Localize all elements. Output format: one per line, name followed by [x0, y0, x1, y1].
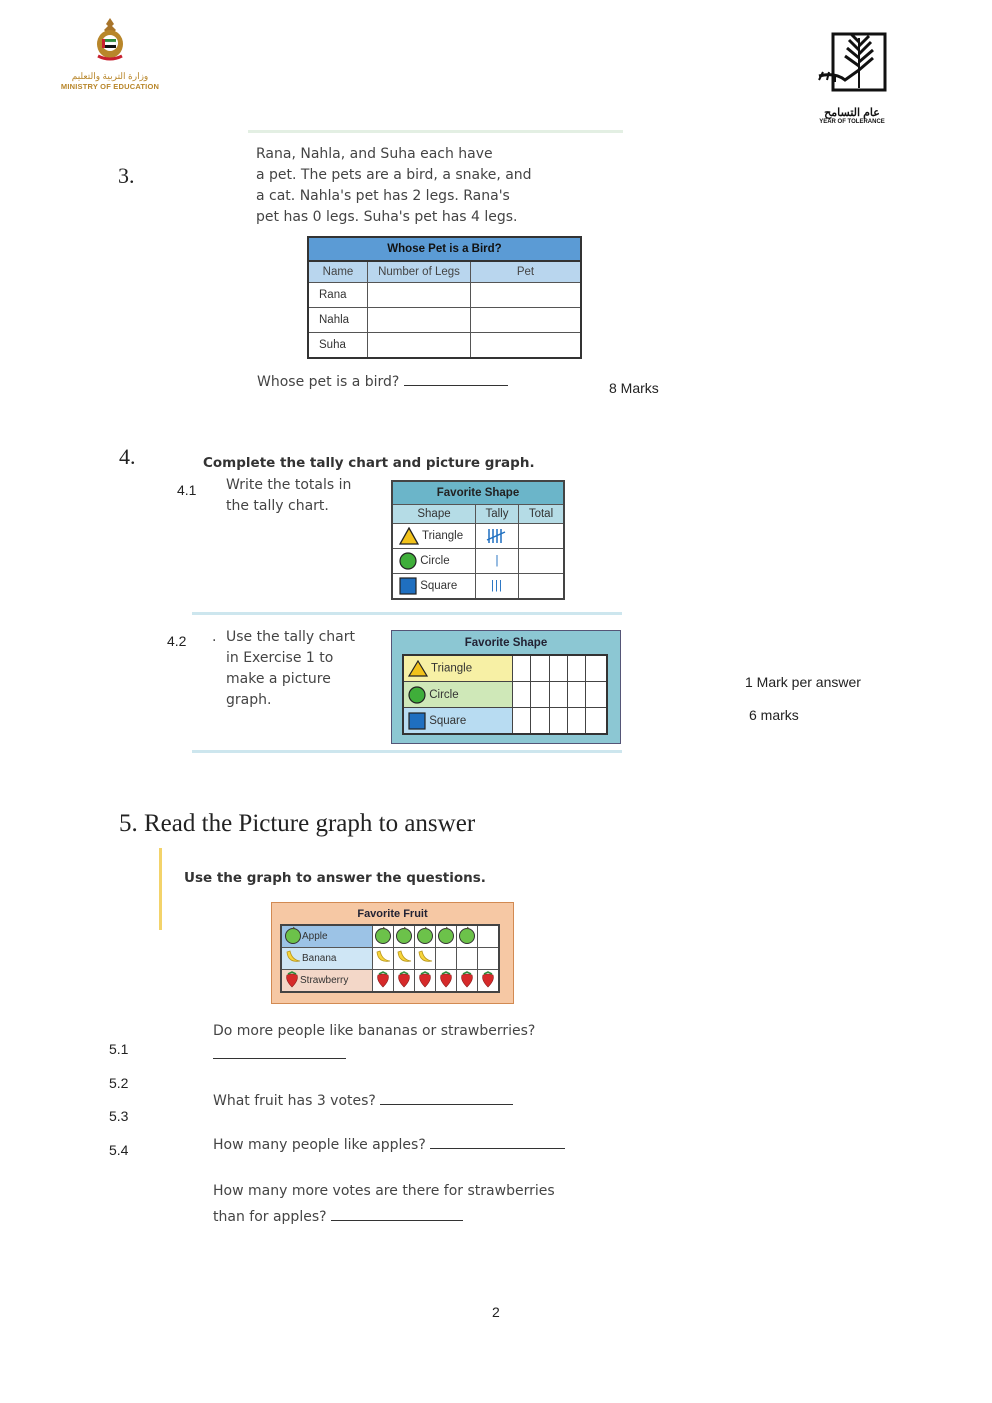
- q5-question-1: [213, 1021, 535, 1066]
- picture-graph: [402, 654, 608, 735]
- q3-question: [257, 372, 508, 393]
- fruit-label: [281, 970, 373, 993]
- square-icon: [399, 577, 417, 595]
- divider: [192, 750, 622, 753]
- graph-cell[interactable]: [549, 655, 567, 682]
- total-cell[interactable]: [519, 574, 565, 600]
- shape-name: Circle: [420, 555, 450, 568]
- strawberry-vote-icon: [373, 970, 394, 993]
- q3-line: Rana, Nahla, and Suha each have: [256, 146, 493, 162]
- answer-blank[interactable]: [430, 1148, 565, 1149]
- page-number: 2: [492, 1304, 500, 1320]
- graph-cell[interactable]: [586, 655, 607, 682]
- apple-vote-icon: [436, 925, 457, 948]
- graph-cell[interactable]: [513, 655, 531, 682]
- fruit-row: [281, 925, 499, 948]
- column-header-tally: Tally: [476, 505, 519, 524]
- column-header-total: Total: [519, 505, 565, 524]
- row-name: Nahla: [308, 308, 368, 333]
- fruit-row: [281, 970, 499, 993]
- column-header-legs: Number of Legs: [368, 261, 471, 283]
- banana-vote-icon: [415, 948, 436, 970]
- q4-1-label: 4.1: [177, 482, 197, 498]
- tally-chart: [391, 480, 565, 600]
- graph-cell[interactable]: [531, 708, 549, 735]
- pet-table-title: Whose Pet is a Bird?: [308, 237, 581, 261]
- graph-row-label: [403, 708, 513, 735]
- fruit-name: Banana: [302, 953, 337, 965]
- shape-cell: [392, 549, 476, 574]
- graph-row-label: [403, 655, 513, 682]
- question-text: How many more votes are there for strawberries: [213, 1183, 555, 1199]
- question-text: What fruit has 3 votes?: [213, 1093, 376, 1109]
- strawberry-vote-icon: [415, 970, 436, 993]
- answer-blank[interactable]: [404, 385, 508, 386]
- q4-2-line: make a picture: [226, 671, 331, 687]
- divider: [192, 612, 622, 615]
- strawberry-vote-icon: [436, 970, 457, 993]
- pet-cell[interactable]: [471, 333, 582, 359]
- strawberry-vote-icon: [478, 970, 500, 993]
- divider: [248, 130, 623, 133]
- strawberry-vote-icon: [457, 970, 478, 993]
- sub-label: 5.3: [109, 1108, 129, 1124]
- table-row: [392, 549, 564, 574]
- row-name: Rana: [308, 283, 368, 308]
- apple-vote-icon: [415, 925, 436, 948]
- table-row: [392, 574, 564, 600]
- answer-blank[interactable]: [213, 1042, 346, 1059]
- banana-vote-icon: [373, 948, 394, 970]
- empty-cell: [478, 948, 500, 970]
- q4-1-text: [226, 475, 351, 517]
- graph-cell[interactable]: [549, 682, 567, 708]
- graph-cell[interactable]: [549, 708, 567, 735]
- question-text: How many people like apples?: [213, 1137, 426, 1153]
- apple-vote-icon: [373, 925, 394, 948]
- graph-shape-name: Triangle: [431, 662, 473, 675]
- table-row: [392, 524, 564, 549]
- answer-blank[interactable]: [380, 1104, 513, 1105]
- graph-cell[interactable]: [531, 655, 549, 682]
- tally-chart-title: Favorite Shape: [392, 481, 564, 505]
- banana-vote-icon: [394, 948, 415, 970]
- q3-line: pet has 0 legs. Suha's pet has 4 legs.: [256, 209, 518, 225]
- graph-row: [403, 708, 607, 735]
- apple-vote-icon: [394, 925, 415, 948]
- uae-emblem-icon: [90, 14, 130, 64]
- table-row: [308, 333, 581, 359]
- total-cell[interactable]: [519, 524, 565, 549]
- row-name: Suha: [308, 333, 368, 359]
- q4-marks-per-answer: 1 Mark per answer: [745, 674, 861, 690]
- fruit-graph-box: [271, 902, 514, 1004]
- column-header-shape: Shape: [392, 505, 476, 524]
- question-5-heading: 5. Read the Picture graph to answer: [119, 810, 476, 837]
- sub-label: 5.2: [109, 1075, 129, 1091]
- banana-icon: [284, 948, 302, 969]
- apple-icon: [284, 926, 302, 947]
- graph-shape-name: Circle: [429, 688, 459, 701]
- picture-graph-title: Favorite Shape: [464, 637, 548, 649]
- tolerance-title-arabic: عام التسامح: [824, 107, 880, 119]
- legs-cell[interactable]: [368, 333, 471, 359]
- apple-vote-icon: [457, 925, 478, 948]
- q4-2-label: 4.2: [167, 633, 187, 649]
- shape-cell: [392, 574, 476, 600]
- q4-2-bullet: .: [212, 629, 217, 645]
- table-row: [308, 283, 581, 308]
- shape-name: Triangle: [422, 530, 464, 543]
- tally-cell: [476, 524, 519, 549]
- tally-cell: |: [476, 549, 519, 574]
- graph-row: [403, 655, 607, 682]
- empty-cell: [436, 948, 457, 970]
- triangle-icon: [399, 527, 419, 545]
- fruit-name: Strawberry: [300, 975, 349, 987]
- column-header-name: Name: [308, 261, 368, 283]
- q4-2-line: graph.: [226, 692, 272, 708]
- pet-cell[interactable]: [471, 283, 582, 308]
- shape-cell: [392, 524, 476, 549]
- sub-label: 5.4: [109, 1142, 129, 1158]
- square-icon: [408, 712, 426, 730]
- answer-blank[interactable]: [331, 1220, 463, 1221]
- fruit-name: Apple: [302, 931, 328, 943]
- graph-row-label: [403, 682, 513, 708]
- q5-question-2: [213, 1091, 513, 1112]
- fruit-row: [281, 948, 499, 970]
- question-4-number: 4.: [119, 444, 136, 469]
- tally-marks-five-icon: [486, 528, 508, 544]
- q5-instruction: Use the graph to answer the questions.: [184, 870, 486, 886]
- graph-cell[interactable]: [567, 655, 585, 682]
- q3-line: a pet. The pets are a bird, a snake, and: [256, 167, 532, 183]
- graph-cell[interactable]: [513, 708, 531, 735]
- shape-name: Square: [420, 580, 458, 593]
- q3-line: a cat. Nahla's pet has 2 legs. Rana's: [256, 188, 510, 204]
- ministry-logo: [60, 14, 160, 91]
- q4-2-text: [226, 627, 355, 711]
- fruit-picture-graph: [280, 924, 500, 993]
- tally-cell: |||: [476, 574, 519, 600]
- ministry-name-english: MINISTRY OF EDUCATION: [60, 82, 160, 91]
- pet-cell[interactable]: [471, 308, 582, 333]
- graph-cell[interactable]: [567, 708, 585, 735]
- q4-1-line: the tally chart.: [226, 498, 329, 514]
- q5-question-4: [213, 1178, 555, 1230]
- q3-question-text: Whose pet is a bird?: [257, 374, 400, 390]
- column-header-pet: Pet: [471, 261, 582, 283]
- q3-marks: 8 Marks: [609, 380, 659, 396]
- empty-cell: [457, 948, 478, 970]
- legs-cell[interactable]: [368, 308, 471, 333]
- graph-cell[interactable]: [586, 708, 607, 735]
- table-row: [308, 308, 581, 333]
- question-3-text: [256, 144, 586, 228]
- pet-table: [307, 236, 582, 359]
- graph-cell[interactable]: [586, 682, 607, 708]
- strawberry-icon: [284, 970, 300, 991]
- fruit-label: [281, 948, 373, 970]
- graph-row: [403, 682, 607, 708]
- circle-icon: [399, 552, 417, 570]
- question-text: than for apples?: [213, 1209, 327, 1225]
- graph-cell[interactable]: [531, 682, 549, 708]
- ghaf-tree-icon: [815, 28, 889, 100]
- fruit-label: [281, 925, 373, 948]
- picture-graph-box: [391, 630, 621, 744]
- ministry-name-arabic: وزارة التربية والتعليم: [71, 71, 149, 81]
- legs-cell[interactable]: [368, 283, 471, 308]
- strawberry-vote-icon: [394, 970, 415, 993]
- graph-cell[interactable]: [513, 682, 531, 708]
- q5-question-3: [213, 1135, 565, 1156]
- question-text: Do more people like bananas or strawberries?: [213, 1023, 536, 1039]
- graph-cell[interactable]: [567, 682, 585, 708]
- total-cell[interactable]: [519, 549, 565, 574]
- sub-label: 5.1: [109, 1041, 129, 1057]
- circle-icon: [408, 686, 426, 704]
- tolerance-title-english: YEAR OF TOLERANCE: [819, 119, 885, 125]
- accent-bar: [159, 848, 162, 930]
- empty-cell: [478, 925, 500, 948]
- fruit-graph-title: Favorite Fruit: [357, 908, 428, 920]
- q4-marks: 6 marks: [749, 707, 799, 723]
- q4-1-line: Write the totals in: [226, 477, 352, 493]
- q4-2-line: in Exercise 1 to: [226, 650, 334, 666]
- question-3-number: 3.: [118, 163, 135, 188]
- graph-shape-name: Square: [429, 714, 467, 727]
- triangle-icon: [408, 660, 428, 677]
- q4-2-line: Use the tally chart: [226, 629, 356, 645]
- q4-instruction: Complete the tally chart and picture graph.: [203, 455, 535, 471]
- year-of-tolerance-logo: [806, 28, 898, 125]
